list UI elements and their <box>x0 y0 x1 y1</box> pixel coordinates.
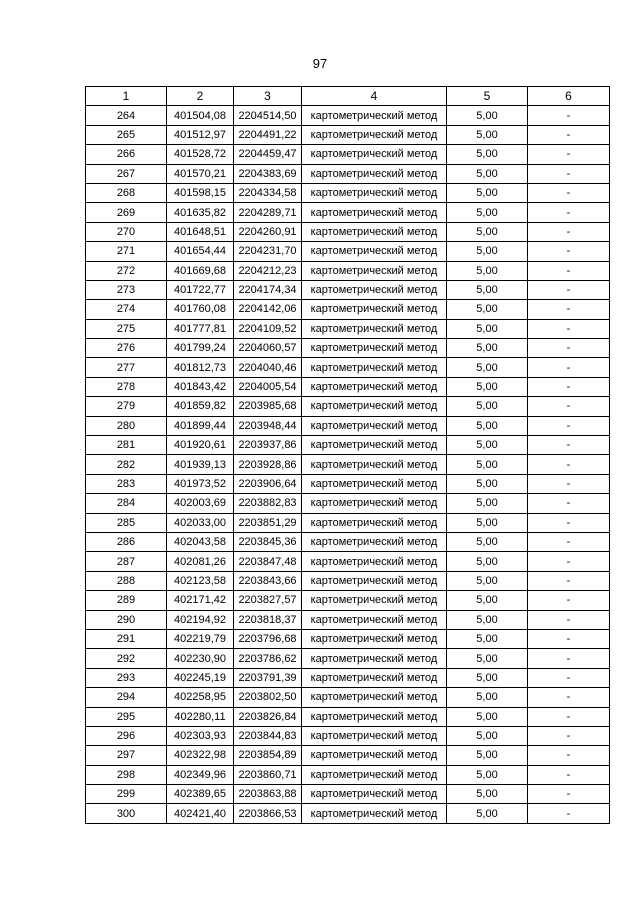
point-number-cell: 297 <box>86 746 167 765</box>
note-cell: - <box>528 765 610 784</box>
accuracy-cell: 5,00 <box>447 726 528 745</box>
table-row <box>86 649 610 668</box>
x-coordinate-cell: 402245,19 <box>167 668 234 687</box>
note-cell: - <box>528 222 610 241</box>
table-row <box>86 746 610 765</box>
x-coordinate-cell: 402194,92 <box>167 610 234 629</box>
x-coordinate-cell: 401920,61 <box>167 436 234 455</box>
point-number-cell: 266 <box>86 145 167 164</box>
note-cell: - <box>528 183 610 202</box>
note-cell: - <box>528 474 610 493</box>
y-coordinate-cell: 2203948,44 <box>234 416 302 435</box>
point-number-cell: 281 <box>86 436 167 455</box>
point-number-cell: 264 <box>86 106 167 125</box>
y-coordinate-cell: 2204040,46 <box>234 358 302 377</box>
table-row <box>86 436 610 455</box>
method-cell: картометрический метод <box>302 203 447 222</box>
x-coordinate-cell: 402349,96 <box>167 765 234 784</box>
point-number-cell: 267 <box>86 164 167 183</box>
y-coordinate-cell: 2204109,52 <box>234 319 302 338</box>
method-cell: картометрический метод <box>302 746 447 765</box>
x-coordinate-cell: 401635,82 <box>167 203 234 222</box>
table-row <box>86 591 610 610</box>
note-cell: - <box>528 746 610 765</box>
x-coordinate-cell: 402303,93 <box>167 726 234 745</box>
point-number-cell: 282 <box>86 455 167 474</box>
method-cell: картометрический метод <box>302 222 447 241</box>
y-coordinate-cell: 2204260,91 <box>234 222 302 241</box>
y-coordinate-cell: 2203818,37 <box>234 610 302 629</box>
point-number-cell: 275 <box>86 319 167 338</box>
table-row <box>86 726 610 745</box>
x-coordinate-cell: 401598,15 <box>167 183 234 202</box>
accuracy-cell: 5,00 <box>447 358 528 377</box>
accuracy-cell: 5,00 <box>447 280 528 299</box>
table-row <box>86 203 610 222</box>
accuracy-cell: 5,00 <box>447 164 528 183</box>
table-row <box>86 261 610 280</box>
method-cell: картометрический метод <box>302 377 447 396</box>
table-row <box>86 765 610 784</box>
table-row <box>86 804 610 823</box>
point-number-cell: 294 <box>86 688 167 707</box>
x-coordinate-cell: 402123,58 <box>167 571 234 590</box>
y-coordinate-cell: 2204383,69 <box>234 164 302 183</box>
method-cell: картометрический метод <box>302 474 447 493</box>
point-number-cell: 296 <box>86 726 167 745</box>
y-coordinate-cell: 2203796,68 <box>234 629 302 648</box>
accuracy-cell: 5,00 <box>447 339 528 358</box>
y-coordinate-cell: 2203860,71 <box>234 765 302 784</box>
method-cell: картометрический метод <box>302 183 447 202</box>
accuracy-cell: 5,00 <box>447 183 528 202</box>
table-row <box>86 183 610 202</box>
accuracy-cell: 5,00 <box>447 474 528 493</box>
point-number-cell: 276 <box>86 339 167 358</box>
point-number-cell: 279 <box>86 397 167 416</box>
accuracy-cell: 5,00 <box>447 629 528 648</box>
x-coordinate-cell: 401799,24 <box>167 339 234 358</box>
note-cell: - <box>528 300 610 319</box>
note-cell: - <box>528 571 610 590</box>
y-coordinate-cell: 2204514,50 <box>234 106 302 125</box>
header-cell: 5 <box>447 87 528 106</box>
note-cell: - <box>528 164 610 183</box>
method-cell: картометрический метод <box>302 125 447 144</box>
accuracy-cell: 5,00 <box>447 125 528 144</box>
note-cell: - <box>528 377 610 396</box>
header-cell: 6 <box>528 87 610 106</box>
accuracy-cell: 5,00 <box>447 261 528 280</box>
accuracy-cell: 5,00 <box>447 377 528 396</box>
note-cell: - <box>528 319 610 338</box>
point-number-cell: 265 <box>86 125 167 144</box>
note-cell: - <box>528 145 610 164</box>
method-cell: картометрический метод <box>302 300 447 319</box>
y-coordinate-cell: 2203786,62 <box>234 649 302 668</box>
point-number-cell: 295 <box>86 707 167 726</box>
accuracy-cell: 5,00 <box>447 222 528 241</box>
x-coordinate-cell: 401512,97 <box>167 125 234 144</box>
y-coordinate-cell: 2204459,47 <box>234 145 302 164</box>
y-coordinate-cell: 2203906,64 <box>234 474 302 493</box>
method-cell: картометрический метод <box>302 571 447 590</box>
accuracy-cell: 5,00 <box>447 765 528 784</box>
method-cell: картометрический метод <box>302 280 447 299</box>
y-coordinate-cell: 2203844,83 <box>234 726 302 745</box>
table-row <box>86 688 610 707</box>
coordinates-table <box>85 86 610 824</box>
point-number-cell: 289 <box>86 591 167 610</box>
accuracy-cell: 5,00 <box>447 591 528 610</box>
accuracy-cell: 5,00 <box>447 649 528 668</box>
accuracy-cell: 5,00 <box>447 668 528 687</box>
accuracy-cell: 5,00 <box>447 242 528 261</box>
x-coordinate-cell: 402043,58 <box>167 532 234 551</box>
page-number: 97 <box>312 56 328 71</box>
table-row <box>86 106 610 125</box>
x-coordinate-cell: 401859,82 <box>167 397 234 416</box>
accuracy-cell: 5,00 <box>447 571 528 590</box>
table-row <box>86 668 610 687</box>
note-cell: - <box>528 242 610 261</box>
y-coordinate-cell: 2203791,39 <box>234 668 302 687</box>
table-row <box>86 222 610 241</box>
table-row <box>86 610 610 629</box>
method-cell: картометрический метод <box>302 765 447 784</box>
x-coordinate-cell: 402230,90 <box>167 649 234 668</box>
y-coordinate-cell: 2204174,34 <box>234 280 302 299</box>
point-number-cell: 293 <box>86 668 167 687</box>
x-coordinate-cell: 402033,00 <box>167 513 234 532</box>
y-coordinate-cell: 2203847,48 <box>234 552 302 571</box>
y-coordinate-cell: 2203826,84 <box>234 707 302 726</box>
x-coordinate-cell: 401760,08 <box>167 300 234 319</box>
table-row <box>86 358 610 377</box>
y-coordinate-cell: 2203843,66 <box>234 571 302 590</box>
x-coordinate-cell: 401777,81 <box>167 319 234 338</box>
table-row <box>86 145 610 164</box>
note-cell: - <box>528 455 610 474</box>
point-number-cell: 299 <box>86 785 167 804</box>
x-coordinate-cell: 402421,40 <box>167 804 234 823</box>
note-cell: - <box>528 804 610 823</box>
point-number-cell: 277 <box>86 358 167 377</box>
x-coordinate-cell: 402171,42 <box>167 591 234 610</box>
method-cell: картометрический метод <box>302 591 447 610</box>
point-number-cell: 272 <box>86 261 167 280</box>
accuracy-cell: 5,00 <box>447 455 528 474</box>
method-cell: картометрический метод <box>302 145 447 164</box>
y-coordinate-cell: 2204334,58 <box>234 183 302 202</box>
method-cell: картометрический метод <box>302 436 447 455</box>
y-coordinate-cell: 2204005,54 <box>234 377 302 396</box>
table-row <box>86 494 610 513</box>
note-cell: - <box>528 397 610 416</box>
method-cell: картометрический метод <box>302 261 447 280</box>
method-cell: картометрический метод <box>302 649 447 668</box>
table-row <box>86 474 610 493</box>
accuracy-cell: 5,00 <box>447 145 528 164</box>
point-number-cell: 292 <box>86 649 167 668</box>
method-cell: картометрический метод <box>302 726 447 745</box>
header-cell: 1 <box>86 87 167 106</box>
accuracy-cell: 5,00 <box>447 106 528 125</box>
accuracy-cell: 5,00 <box>447 416 528 435</box>
x-coordinate-cell: 401722,77 <box>167 280 234 299</box>
note-cell: - <box>528 125 610 144</box>
method-cell: картометрический метод <box>302 610 447 629</box>
accuracy-cell: 5,00 <box>447 552 528 571</box>
note-cell: - <box>528 610 610 629</box>
x-coordinate-cell: 401899,44 <box>167 416 234 435</box>
point-number-cell: 300 <box>86 804 167 823</box>
note-cell: - <box>528 358 610 377</box>
x-coordinate-cell: 402280,11 <box>167 707 234 726</box>
method-cell: картометрический метод <box>302 707 447 726</box>
method-cell: картометрический метод <box>302 242 447 261</box>
accuracy-cell: 5,00 <box>447 319 528 338</box>
x-coordinate-cell: 401570,21 <box>167 164 234 183</box>
point-number-cell: 290 <box>86 610 167 629</box>
note-cell: - <box>528 552 610 571</box>
x-coordinate-cell: 401648,51 <box>167 222 234 241</box>
accuracy-cell: 5,00 <box>447 746 528 765</box>
method-cell: картометрический метод <box>302 164 447 183</box>
y-coordinate-cell: 2203802,50 <box>234 688 302 707</box>
table-row <box>86 319 610 338</box>
x-coordinate-cell: 401843,42 <box>167 377 234 396</box>
table-row <box>86 532 610 551</box>
note-cell: - <box>528 591 610 610</box>
note-cell: - <box>528 688 610 707</box>
x-coordinate-cell: 401973,52 <box>167 474 234 493</box>
x-coordinate-cell: 402258,95 <box>167 688 234 707</box>
point-number-cell: 273 <box>86 280 167 299</box>
point-number-cell: 288 <box>86 571 167 590</box>
note-cell: - <box>528 513 610 532</box>
method-cell: картометрический метод <box>302 106 447 125</box>
y-coordinate-cell: 2203851,29 <box>234 513 302 532</box>
point-number-cell: 268 <box>86 183 167 202</box>
y-coordinate-cell: 2203854,89 <box>234 746 302 765</box>
x-coordinate-cell: 401939,13 <box>167 455 234 474</box>
x-coordinate-cell: 402322,98 <box>167 746 234 765</box>
table-row <box>86 513 610 532</box>
note-cell: - <box>528 280 610 299</box>
note-cell: - <box>528 668 610 687</box>
point-number-cell: 271 <box>86 242 167 261</box>
accuracy-cell: 5,00 <box>447 532 528 551</box>
y-coordinate-cell: 2204289,71 <box>234 203 302 222</box>
x-coordinate-cell: 402003,69 <box>167 494 234 513</box>
method-cell: картометрический метод <box>302 358 447 377</box>
accuracy-cell: 5,00 <box>447 513 528 532</box>
x-coordinate-cell: 401812,73 <box>167 358 234 377</box>
table-body <box>86 106 610 823</box>
point-number-cell: 269 <box>86 203 167 222</box>
note-cell: - <box>528 629 610 648</box>
header-row <box>86 87 610 106</box>
method-cell: картометрический метод <box>302 668 447 687</box>
point-number-cell: 284 <box>86 494 167 513</box>
method-cell: картометрический метод <box>302 629 447 648</box>
table-row <box>86 125 610 144</box>
method-cell: картометрический метод <box>302 416 447 435</box>
accuracy-cell: 5,00 <box>447 688 528 707</box>
table-row <box>86 552 610 571</box>
note-cell: - <box>528 785 610 804</box>
table-row <box>86 300 610 319</box>
method-cell: картометрический метод <box>302 513 447 532</box>
y-coordinate-cell: 2204231,70 <box>234 242 302 261</box>
table-row <box>86 416 610 435</box>
table-row <box>86 629 610 648</box>
accuracy-cell: 5,00 <box>447 203 528 222</box>
x-coordinate-cell: 401654,44 <box>167 242 234 261</box>
method-cell: картометрический метод <box>302 804 447 823</box>
point-number-cell: 287 <box>86 552 167 571</box>
point-number-cell: 286 <box>86 532 167 551</box>
y-coordinate-cell: 2204491,22 <box>234 125 302 144</box>
y-coordinate-cell: 2203928,86 <box>234 455 302 474</box>
note-cell: - <box>528 532 610 551</box>
note-cell: - <box>528 494 610 513</box>
accuracy-cell: 5,00 <box>447 494 528 513</box>
x-coordinate-cell: 401528,72 <box>167 145 234 164</box>
table-row <box>86 339 610 358</box>
accuracy-cell: 5,00 <box>447 397 528 416</box>
x-coordinate-cell: 402389,65 <box>167 785 234 804</box>
header-cell: 2 <box>167 87 234 106</box>
y-coordinate-cell: 2203937,86 <box>234 436 302 455</box>
y-coordinate-cell: 2203866,53 <box>234 804 302 823</box>
note-cell: - <box>528 726 610 745</box>
table-row <box>86 785 610 804</box>
x-coordinate-cell: 402081,26 <box>167 552 234 571</box>
note-cell: - <box>528 106 610 125</box>
x-coordinate-cell: 402219,79 <box>167 629 234 648</box>
table-row <box>86 397 610 416</box>
accuracy-cell: 5,00 <box>447 436 528 455</box>
method-cell: картометрический метод <box>302 397 447 416</box>
header-cell: 4 <box>302 87 447 106</box>
accuracy-cell: 5,00 <box>447 300 528 319</box>
point-number-cell: 291 <box>86 629 167 648</box>
x-coordinate-cell: 401504,08 <box>167 106 234 125</box>
method-cell: картометрический метод <box>302 552 447 571</box>
point-number-cell: 298 <box>86 765 167 784</box>
point-number-cell: 283 <box>86 474 167 493</box>
accuracy-cell: 5,00 <box>447 707 528 726</box>
point-number-cell: 278 <box>86 377 167 396</box>
table-row <box>86 280 610 299</box>
note-cell: - <box>528 261 610 280</box>
table-row <box>86 455 610 474</box>
note-cell: - <box>528 339 610 358</box>
x-coordinate-cell: 401669,68 <box>167 261 234 280</box>
y-coordinate-cell: 2203845,36 <box>234 532 302 551</box>
note-cell: - <box>528 436 610 455</box>
note-cell: - <box>528 203 610 222</box>
y-coordinate-cell: 2203985,68 <box>234 397 302 416</box>
accuracy-cell: 5,00 <box>447 610 528 629</box>
accuracy-cell: 5,00 <box>447 804 528 823</box>
table-row <box>86 571 610 590</box>
table-header <box>86 87 610 106</box>
y-coordinate-cell: 2204212,23 <box>234 261 302 280</box>
y-coordinate-cell: 2203863,88 <box>234 785 302 804</box>
note-cell: - <box>528 707 610 726</box>
point-number-cell: 280 <box>86 416 167 435</box>
y-coordinate-cell: 2204142,06 <box>234 300 302 319</box>
method-cell: картометрический метод <box>302 455 447 474</box>
y-coordinate-cell: 2204060,57 <box>234 339 302 358</box>
point-number-cell: 270 <box>86 222 167 241</box>
table-row <box>86 707 610 726</box>
method-cell: картометрический метод <box>302 785 447 804</box>
table-row <box>86 242 610 261</box>
accuracy-cell: 5,00 <box>447 785 528 804</box>
method-cell: картометрический метод <box>302 319 447 338</box>
table-row <box>86 164 610 183</box>
table-row <box>86 377 610 396</box>
note-cell: - <box>528 649 610 668</box>
point-number-cell: 274 <box>86 300 167 319</box>
method-cell: картометрический метод <box>302 688 447 707</box>
header-cell: 3 <box>234 87 302 106</box>
method-cell: картометрический метод <box>302 532 447 551</box>
y-coordinate-cell: 2203882,83 <box>234 494 302 513</box>
method-cell: картометрический метод <box>302 494 447 513</box>
point-number-cell: 285 <box>86 513 167 532</box>
note-cell: - <box>528 416 610 435</box>
y-coordinate-cell: 2203827,57 <box>234 591 302 610</box>
method-cell: картометрический метод <box>302 339 447 358</box>
